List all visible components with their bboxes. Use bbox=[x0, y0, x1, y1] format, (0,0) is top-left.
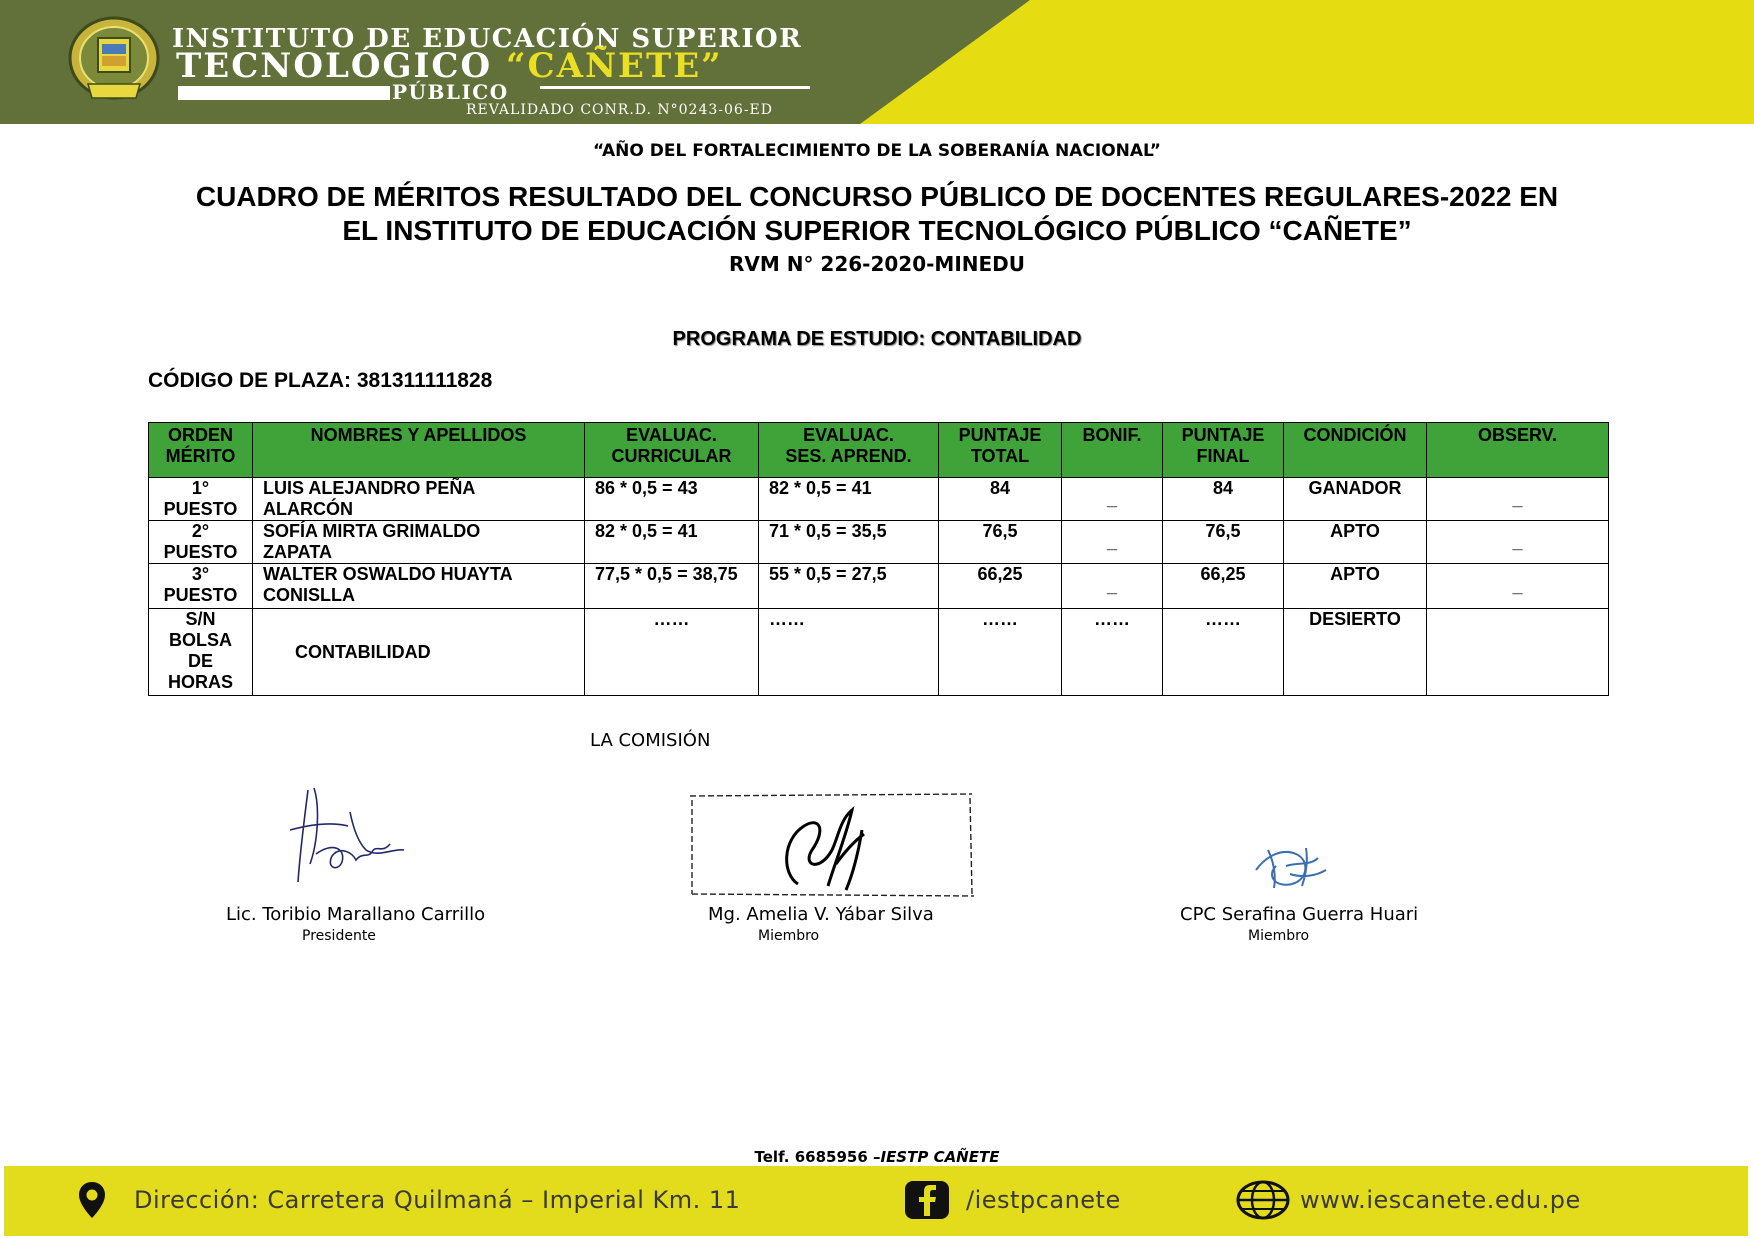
col-evaluac-sesion: EVALUAC. SES. APREND. bbox=[759, 423, 939, 478]
institute-name-line1: INSTITUTO DE EDUCACIÓN SUPERIOR bbox=[172, 24, 803, 54]
cell-curricular: 77,5 * 0,5 = 38,75 bbox=[585, 564, 759, 609]
plaza-code: CÓDIGO DE PLAZA: 381311111828 bbox=[148, 369, 493, 392]
signature-miembro-1 bbox=[686, 790, 976, 900]
rvm-reference: RVM N° 226-2020-MINEDU bbox=[728, 252, 1026, 276]
cell-bonif: _ bbox=[1062, 478, 1163, 521]
cell-final: 84 bbox=[1163, 478, 1284, 521]
document-title-line2: EL INSTITUTO DE EDUCACIÓN SUPERIOR TECNOLÓGICO PÚBLICO “CAÑETE” bbox=[342, 215, 1412, 246]
cell-orden: 3° PUESTO bbox=[149, 564, 253, 609]
cell-sesion: 71 * 0,5 = 35,5 bbox=[759, 521, 939, 564]
header-white-rule bbox=[540, 86, 810, 89]
institute-revalidation: REVALIDADO CONR.D. N°0243-06-ED bbox=[466, 102, 774, 118]
cell-bonif: _ bbox=[1062, 564, 1163, 609]
cell-condicion: GANADOR bbox=[1284, 478, 1427, 521]
cell-observ bbox=[1427, 609, 1609, 696]
col-puntaje-final: PUNTAJE FINAL bbox=[1163, 423, 1284, 478]
cell-nombre: WALTER OSWALDO HUAYTA CONISLLA bbox=[253, 564, 585, 609]
cell-total: 84 bbox=[939, 478, 1062, 521]
institute-name-line3: PÚBLICO bbox=[392, 80, 509, 104]
year-motto: “AÑO DEL FORTALECIMIENTO DE LA SOBERANÍA NACIONAL” bbox=[593, 141, 1161, 161]
signature-miembro-2 bbox=[1246, 836, 1336, 896]
table-row bbox=[149, 564, 1609, 609]
cell-sesion: …… bbox=[759, 609, 939, 696]
globe-icon bbox=[1236, 1180, 1290, 1220]
cell-sesion: 55 * 0,5 = 27,5 bbox=[759, 564, 939, 609]
cell-total: …… bbox=[939, 609, 1062, 696]
cell-condicion: APTO bbox=[1284, 564, 1427, 609]
institute-name-line2: TECNOLÓGICO “CAÑETE” bbox=[176, 46, 723, 86]
cell-final: 66,25 bbox=[1163, 564, 1284, 609]
signatory-role-presidente: Presidente bbox=[302, 928, 376, 944]
col-orden-merito: ORDEN MÉRITO bbox=[149, 423, 253, 478]
col-nombres: NOMBRES Y APELLIDOS bbox=[253, 423, 585, 478]
cell-observ: _ bbox=[1427, 478, 1609, 521]
table-row bbox=[149, 609, 1609, 696]
header-white-bar bbox=[178, 86, 390, 100]
location-pin-icon bbox=[76, 1180, 108, 1220]
cell-nombre: LUIS ALEJANDRO PEÑA ALARCÓN bbox=[253, 478, 585, 521]
cell-nombre: SOFÍA MIRTA GRIMALDO ZAPATA bbox=[253, 521, 585, 564]
signatory-name-presidente: Lic. Toribio Marallano Carrillo bbox=[226, 904, 486, 925]
col-bonif: BONIF. bbox=[1062, 423, 1163, 478]
cell-observ: _ bbox=[1427, 564, 1609, 609]
signatory-role-miembro-2: Miembro bbox=[1248, 928, 1310, 944]
cell-curricular: 82 * 0,5 = 41 bbox=[585, 521, 759, 564]
facebook-icon[interactable] bbox=[904, 1180, 950, 1220]
cell-orden: 2° PUESTO bbox=[149, 521, 253, 564]
cell-condicion: DESIERTO bbox=[1284, 609, 1427, 696]
document-title-line1: CUADRO DE MÉRITOS RESULTADO DEL CONCURSO PÚBLICO DE DOCENTES REGULARES-2022 EN bbox=[195, 181, 1559, 212]
signature-presidente bbox=[282, 782, 422, 892]
commission-label: LA COMISIÓN bbox=[590, 730, 711, 751]
cell-orden: 1° PUESTO bbox=[149, 478, 253, 521]
footer-band bbox=[4, 1166, 1748, 1236]
merit-table bbox=[148, 422, 1609, 696]
signatory-name-miembro-2: CPC Serafina Guerra Huari bbox=[1180, 904, 1419, 925]
institute-logo bbox=[66, 14, 162, 106]
cell-curricular: …… bbox=[585, 609, 759, 696]
telephone-line: Telf. 6685956 –IESTP CAÑETE bbox=[754, 1148, 1000, 1166]
cell-total: 66,25 bbox=[939, 564, 1062, 609]
table-header-row bbox=[149, 423, 1609, 478]
footer-website[interactable]: www.iescanete.edu.pe bbox=[1300, 1186, 1581, 1214]
cell-final: 76,5 bbox=[1163, 521, 1284, 564]
col-evaluac-curricular: EVALUAC. CURRICULAR bbox=[585, 423, 759, 478]
cell-sesion: 82 * 0,5 = 41 bbox=[759, 478, 939, 521]
col-observ: OBSERV. bbox=[1427, 423, 1609, 478]
header-band bbox=[0, 0, 1754, 124]
cell-bonif: _ bbox=[1062, 521, 1163, 564]
table-row bbox=[149, 478, 1609, 521]
cell-total: 76,5 bbox=[939, 521, 1062, 564]
cell-condicion: APTO bbox=[1284, 521, 1427, 564]
cell-orden: S/N BOLSA DE HORAS bbox=[149, 609, 253, 696]
col-puntaje-total: PUNTAJE TOTAL bbox=[939, 423, 1062, 478]
cell-observ: _ bbox=[1427, 521, 1609, 564]
col-condicion: CONDICIÓN bbox=[1284, 423, 1427, 478]
cell-final: …… bbox=[1163, 609, 1284, 696]
cell-curricular: 86 * 0,5 = 43 bbox=[585, 478, 759, 521]
footer-address: Dirección: Carretera Quilmaná – Imperial Km. 11 bbox=[134, 1186, 741, 1214]
cell-nombre: CONTABILIDAD bbox=[253, 609, 585, 696]
table-row bbox=[149, 521, 1609, 564]
signatory-name-miembro-1: Mg. Amelia V. Yábar Silva bbox=[708, 904, 934, 925]
cell-bonif: …… bbox=[1062, 609, 1163, 696]
study-program: PROGRAMA DE ESTUDIO: CONTABILIDAD bbox=[672, 328, 1082, 350]
footer-facebook[interactable]: /iestpcanete bbox=[966, 1186, 1121, 1214]
signatory-role-miembro-1: Miembro bbox=[758, 928, 820, 944]
